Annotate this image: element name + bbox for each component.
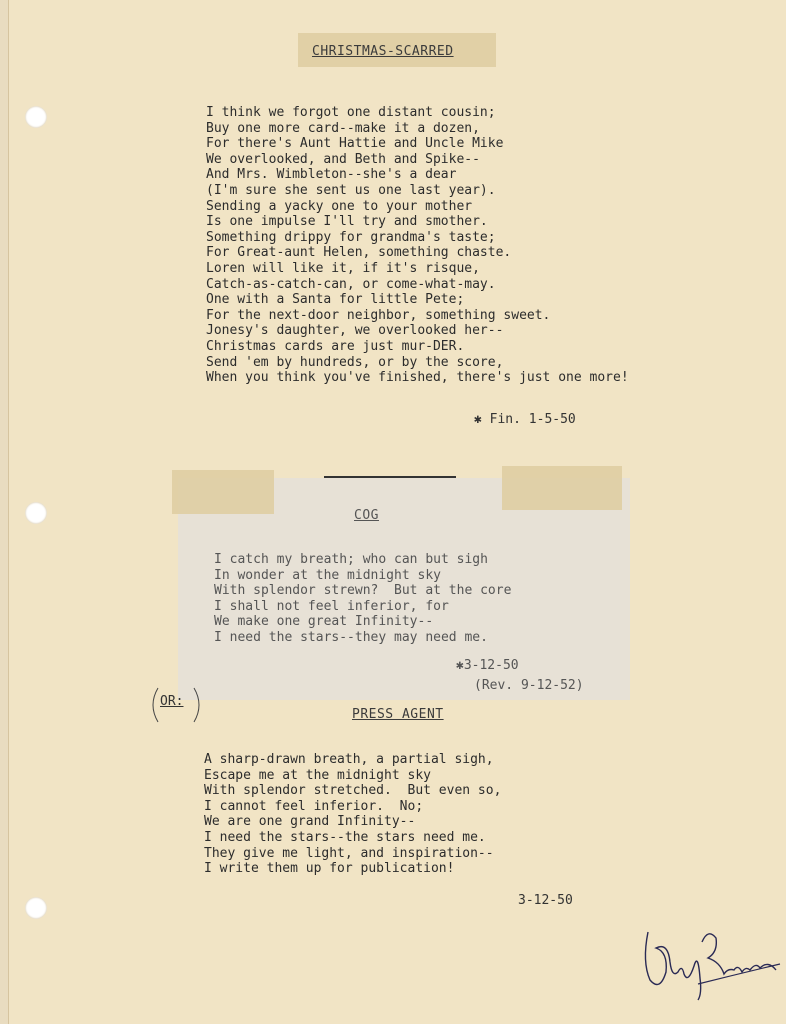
tape-strip (172, 470, 274, 514)
poem-line: Jonesy's daughter, we overlooked her-- (206, 323, 504, 339)
poem-body (214, 552, 511, 646)
poem-line: Christmas cards are just mur-DER. (206, 338, 465, 354)
binder-hole (25, 502, 47, 524)
poem-line: With splendor stretched. But even so, (204, 783, 502, 799)
binder-hole (25, 106, 47, 128)
poem-line: Catch-as-catch-can, or come-what-may. (206, 276, 496, 292)
poem-line: We overlooked, and Beth and Spike-- (206, 151, 480, 167)
poem-line: For there's Aunt Hattie and Uncle Mike (206, 136, 504, 152)
signature (638, 912, 784, 1008)
poem-date (474, 412, 576, 427)
poem-line: Something drippy for grandma's taste; (206, 229, 496, 245)
poem-title: COG (354, 508, 379, 523)
or-label: OR: (160, 694, 184, 709)
poem-date (456, 658, 519, 673)
poem-line: They give me light, and inspiration-- (204, 845, 494, 861)
poem-line: I need the stars--they may need me. (214, 629, 488, 645)
asterisk-mark: ✱ (456, 658, 464, 673)
poem-line: Loren will like it, if it's risque, (206, 260, 480, 276)
poem-line: With splendor strewn? But at the core (214, 583, 512, 599)
poem-line: We are one grand Infinity-- (204, 814, 416, 830)
poem-line: I shall not feel inferior, for (214, 598, 449, 614)
poem-line: And Mrs. Wimbleton--she's a dear (206, 167, 457, 183)
binder-hole (25, 897, 47, 919)
poem-line: I cannot feel inferior. No; (204, 798, 424, 814)
poem-line: (I'm sure she sent us one last year). (206, 182, 496, 198)
poem-line: Send 'em by hundreds, or by the score, (206, 354, 504, 370)
asterisk-mark: ✱ (474, 412, 482, 427)
poem-date: 3-12-50 (518, 893, 573, 908)
poem-line: Is one impulse I'll try and smother. (206, 214, 488, 230)
date-text: Fin. 1-5-50 (489, 412, 576, 427)
revision-date: (Rev. 9-12-52) (474, 678, 584, 693)
poem-line: A sharp-drawn breath, a partial sigh, (204, 752, 494, 767)
poem-line: For Great-aunt Helen, something chaste. (206, 245, 512, 261)
poem-line: I write them up for publication! (204, 861, 455, 877)
poem-line: I need the stars--the stars need me. (204, 829, 486, 845)
poem-title: PRESS AGENT (352, 707, 444, 722)
poem-line: We make one great Infinity-- (214, 614, 434, 630)
poem-line: Sending a yacky one to your mother (206, 198, 473, 214)
poem-line: Buy one more card--make it a dozen, (206, 120, 480, 136)
poem-line: Escape me at the midnight sky (204, 767, 431, 783)
poem-body (206, 105, 629, 386)
poem-line: When you think you've finished, there's just one more! (206, 370, 629, 386)
tape-strip (502, 466, 622, 510)
poem-line: I catch my breath; who can but sigh (214, 552, 488, 567)
poem-line: One with a Santa for little Pete; (206, 292, 465, 308)
poem-title: CHRISTMAS-SCARRED (312, 44, 454, 59)
poem-line: In wonder at the midnight sky (214, 567, 441, 583)
poem-line: I think we forgot one distant cousin; (206, 105, 496, 120)
date-text: 3-12-50 (463, 658, 519, 673)
poem-line: For the next-door neighbor, something sweet. (206, 307, 551, 323)
poem-body (204, 752, 501, 877)
